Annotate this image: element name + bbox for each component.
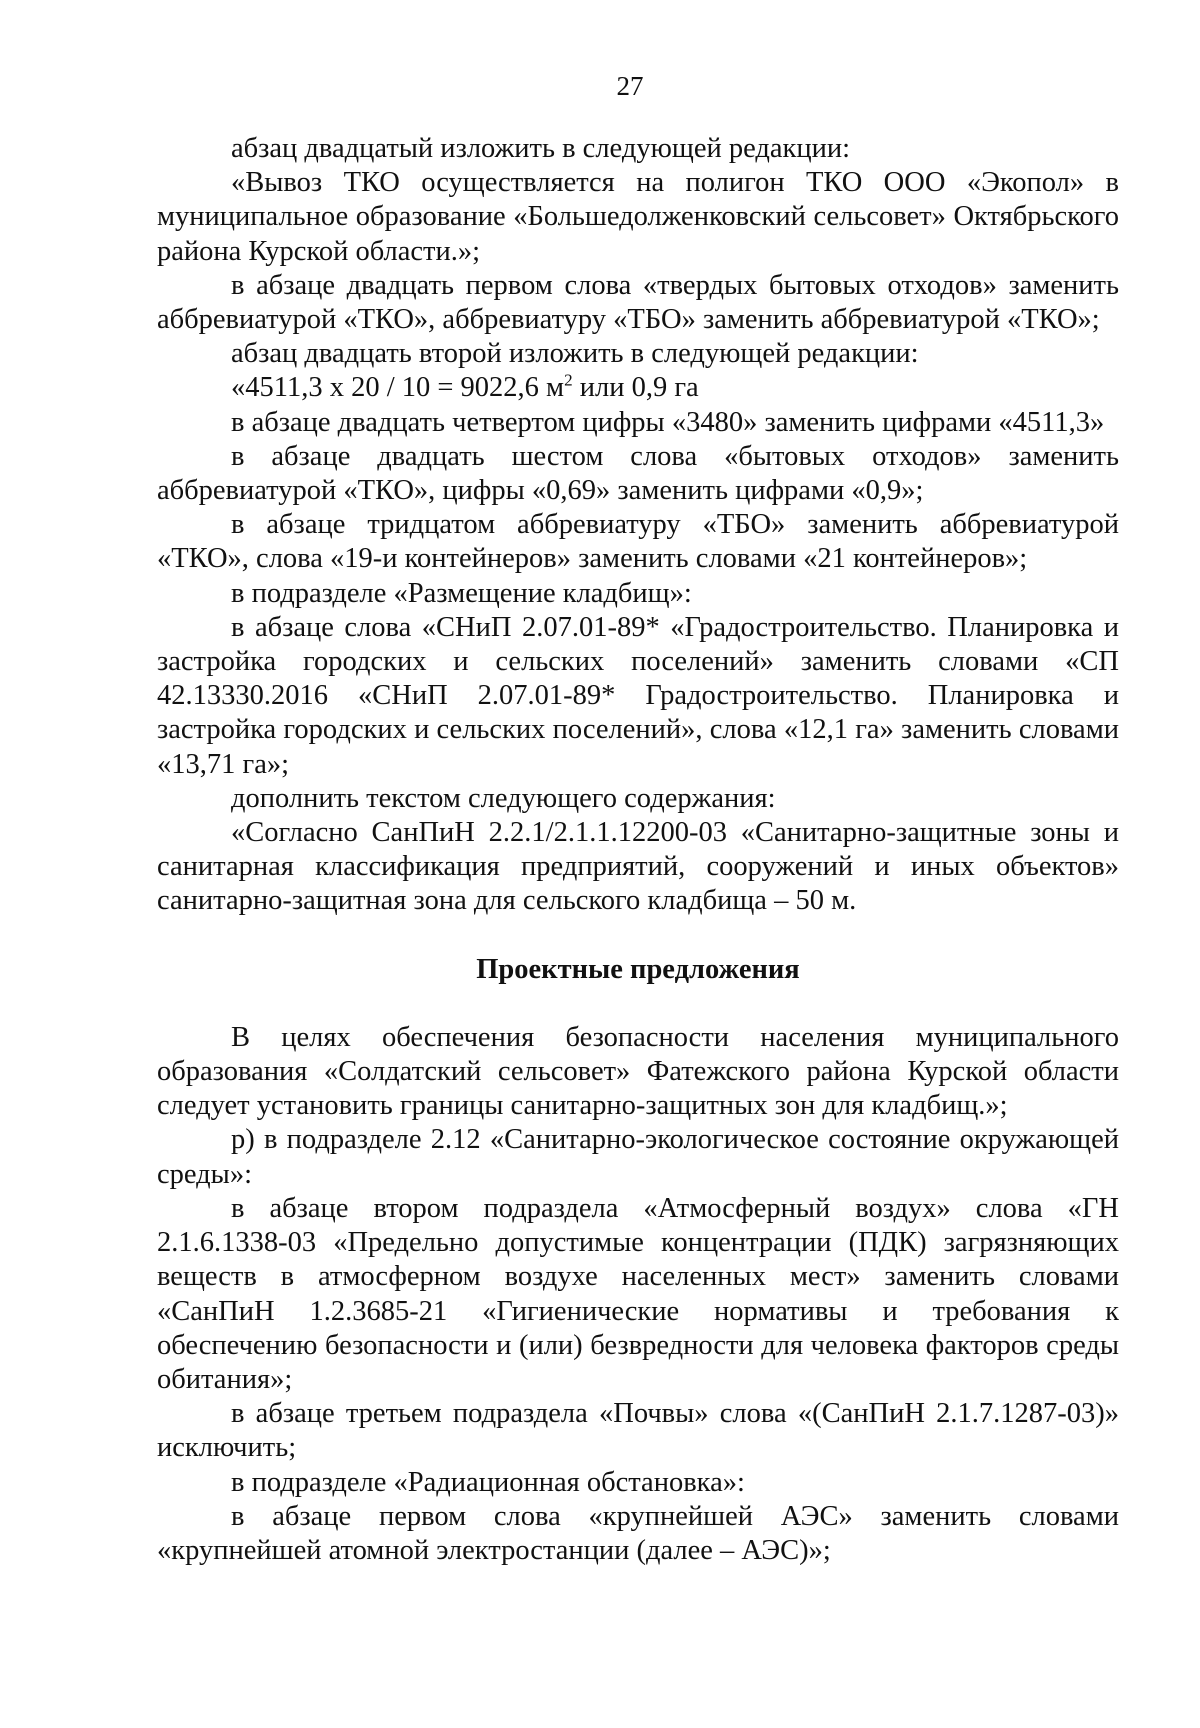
- paragraph: в подразделе «Размещение кладбищ»:: [231, 577, 692, 609]
- spacer: [157, 919, 1119, 953]
- section-heading: Проектные предложения: [476, 953, 800, 985]
- paragraph: в абзаце двадцать шестом слова «бытовых отходов» заменить аббревиатурой «ТКО», цифры «0,69» заменить цифрами «0,9»;: [157, 440, 1119, 507]
- paragraph: в абзаце тридцатом аббревиатуру «ТБО» заменить аббревиатурой «ТКО», слова «19-и контейнеров» заменить словами «21 контейнеров»;: [157, 509, 1119, 575]
- paragraph: абзац двадцать второй изложить в следующей редакции:: [231, 338, 919, 370]
- paragraph: р) в подразделе 2.12 «Санитарно-экологическое состояние окружающей среды»:: [157, 1124, 1119, 1190]
- paragraph: «Вывоз ТКО осуществляется на полигон ТКО ООО «Экопол» в муниципальное образование «Большедолженковский сельсовет» Октябрьского района Курской области.»;: [157, 167, 1119, 267]
- paragraph: в абзаце втором подраздела «Атмосферный воздух» слова «ГН 2.1.6.1338-03 «Предельно допустимые концентрации (ПДК) загрязняющих веществ в атмосферном воздухе населенных мест» заменить словами «СанПиН 1.2.3685-21 «Гигиенические нормативы и требования к обеспечению безопасности и (или) безвредности для человека факторов среды обитания»;: [157, 1192, 1119, 1395]
- document-body: [157, 132, 1119, 1568]
- formula-line: [157, 371, 1119, 405]
- formula-suffix: или 0,9 га: [572, 372, 699, 404]
- paragraph: дополнить текстом следующего содержания:: [231, 782, 776, 814]
- paragraph: в подразделе «Радиационная обстановка»:: [231, 1466, 745, 1498]
- formula-text: «4511,3 х 20 / 10 = 9022,6 м: [231, 372, 565, 404]
- paragraph: в абзаце двадцать первом слова «твердых бытовых отходов» заменить аббревиатурой «ТКО», аббревиатуру «ТБО» заменить аббревиатурой «ТКО»;: [157, 269, 1119, 336]
- page-number: 27: [616, 71, 644, 101]
- paragraph: В целях обеспечения безопасности населения муниципального образования «Солдатский сельсовет» Фатежского района Курской области следует установить границы санитарно-защитных зон для кладбищ.»;: [157, 1021, 1119, 1122]
- paragraph: в абзаце двадцать четвертом цифры «3480» заменить цифрами «4511,3»: [231, 406, 1105, 438]
- paragraph: в абзаце третьем подраздела «Почвы» слова «(СанПиН 2.1.7.1287-03)» исключить;: [157, 1398, 1119, 1464]
- paragraph: в абзаце слова «СНиП 2.07.01-89* «Градостроительство. Планировка и застройка городских и сельских поселений» заменить словами «СП 42.13330.2016 «СНиП 2.07.01-89* Градостроительство. Планировка и застройка городских и сельских поселений», слова «12,1 га» заменить словами «13,71 га»;: [157, 611, 1119, 780]
- paragraph: в абзаце первом слова «крупнейшей АЭС» заменить словами «крупнейшей атомной электростанции (далее – АЭС)»;: [157, 1500, 1119, 1566]
- formula-superscript: 2: [564, 370, 573, 390]
- paragraph: абзац двадцатый изложить в следующей редакции:: [231, 133, 851, 164]
- paragraph: «Согласно СанПиН 2.2.1/2.1.1.12200-03 «Санитарно-защитные зоны и санитарная классификация предприятий, сооружений и иных объектов» санитарно-защитная зона для сельского кладбища – 50 м.: [157, 817, 1119, 917]
- spacer: [157, 987, 1119, 1021]
